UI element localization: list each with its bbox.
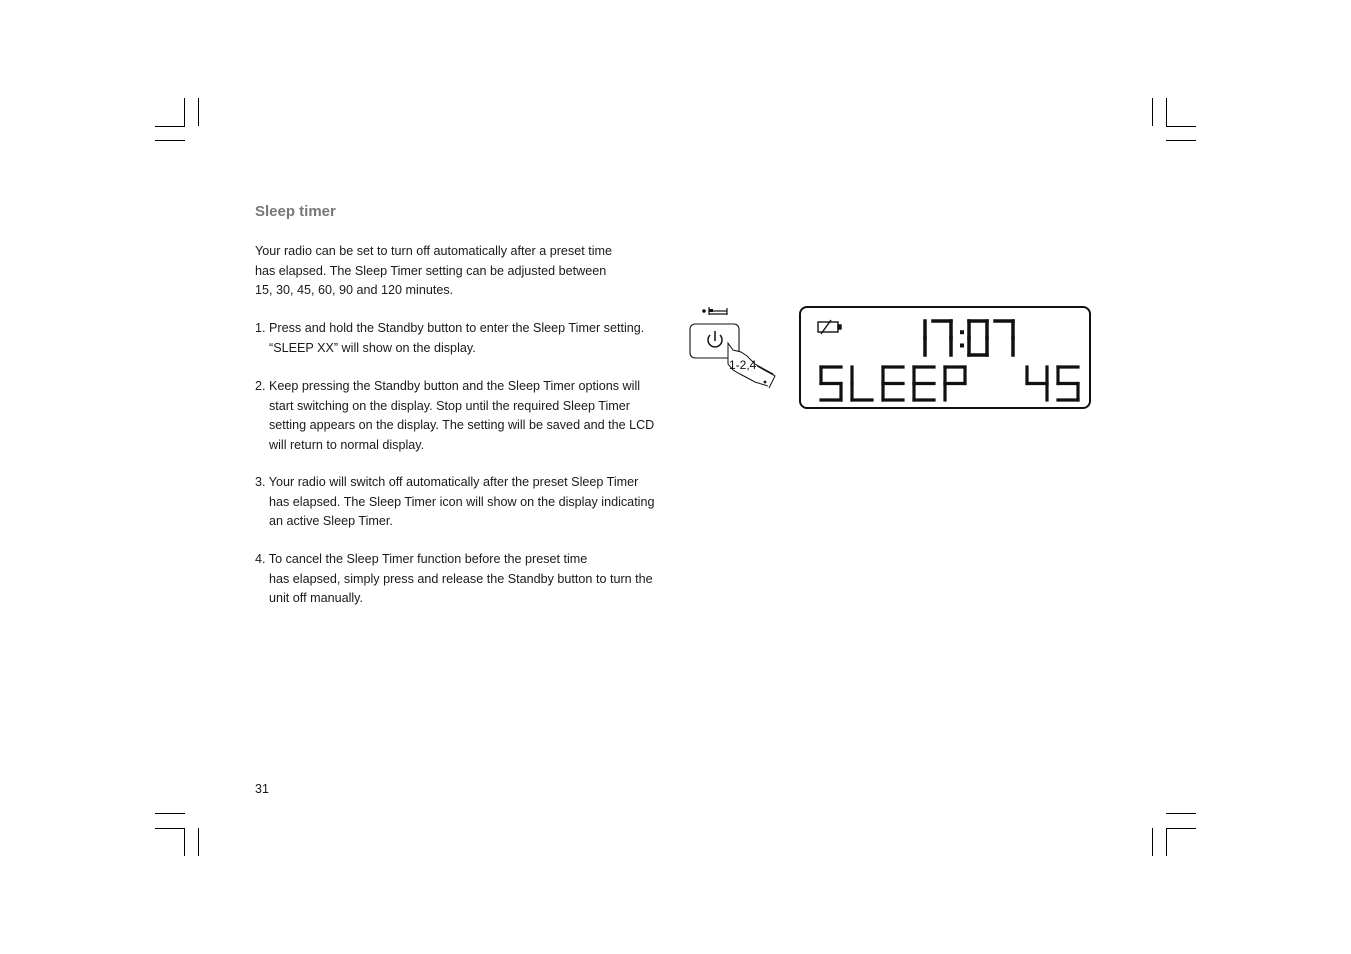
- step-line: 3. Your radio will switch off automatically after the preset Sleep Timer: [255, 475, 639, 489]
- step-line: an active Sleep Timer.: [269, 514, 393, 528]
- section-title: Sleep timer: [255, 203, 336, 220]
- page-number: 31: [255, 782, 269, 796]
- crop-mark: [155, 813, 185, 814]
- step-4: [255, 550, 675, 609]
- step-line: unit off manually.: [269, 591, 364, 605]
- crop-mark: [198, 828, 199, 856]
- intro-line: has elapsed. The Sleep Timer setting can be adjusted between: [255, 263, 607, 278]
- crop-mark: [1152, 98, 1153, 126]
- step-line: 2. Keep pressing the Standby button and the Sleep Timer options will: [255, 379, 641, 393]
- lcd-sleep-minutes: [1027, 367, 1078, 400]
- crop-mark: [155, 126, 185, 127]
- crop-mark: [1166, 126, 1196, 127]
- crop-mark: [155, 140, 185, 141]
- lcd-colon: [960, 330, 964, 334]
- step-line: has elapsed. The Sleep Timer icon will show on the display indicating: [269, 494, 655, 509]
- step-1: [255, 319, 675, 358]
- step-line: has elapsed, simply press and release the Standby button to turn the: [269, 571, 653, 586]
- step-line: 4. To cancel the Sleep Timer function before the preset time: [255, 552, 588, 566]
- intro-paragraph: [255, 242, 675, 301]
- lcd-display: [799, 306, 1091, 409]
- standby-button-figure: [685, 298, 785, 398]
- crop-mark: [1166, 813, 1196, 814]
- crop-mark: [1166, 140, 1196, 141]
- crop-mark: [1166, 828, 1196, 829]
- intro-line: 15, 30, 45, 60, 90 and 120 minutes.: [255, 283, 454, 297]
- step-line: will return to normal display.: [269, 437, 425, 452]
- step-3: [255, 473, 675, 532]
- crop-mark: [1152, 828, 1153, 856]
- step-line: start switching on the display. Stop until the required Sleep Timer: [269, 398, 630, 413]
- crop-mark: [155, 828, 185, 829]
- lcd-sleep-label: [821, 367, 965, 400]
- crop-mark: [1166, 98, 1167, 126]
- intro-line: Your radio can be set to turn off automatically after a preset time: [255, 244, 613, 258]
- lcd-time: [925, 321, 1013, 355]
- step-label: 1-2,4: [729, 358, 757, 372]
- step-line: setting appears on the display. The setting will be saved and the LCD: [269, 418, 655, 432]
- crop-mark: [184, 828, 185, 856]
- lcd-colon: [960, 343, 964, 347]
- battery-icon: [818, 320, 841, 334]
- crop-mark: [184, 98, 185, 126]
- step-2: [255, 377, 675, 455]
- crop-mark: [1166, 828, 1167, 856]
- step-line: “SLEEP XX” will show on the display.: [269, 340, 476, 355]
- crop-mark: [198, 98, 199, 126]
- step-line: 1. Press and hold the Standby button to enter the Sleep Timer setting.: [255, 321, 645, 335]
- bed-icon: [702, 307, 727, 315]
